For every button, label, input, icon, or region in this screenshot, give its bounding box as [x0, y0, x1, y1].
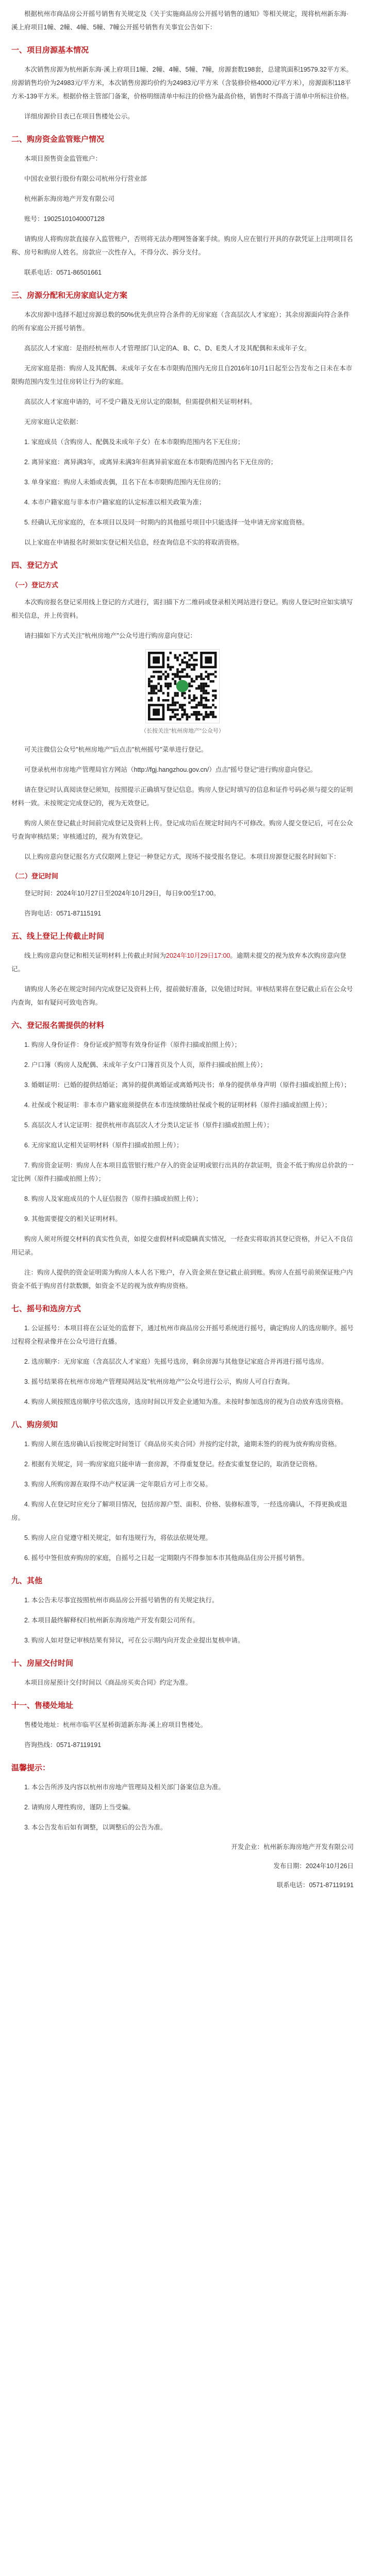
paragraph: 1. 购房人须在选房确认后按规定时间签订《商品房买卖合同》并按约定付款，逾期未签约的视为放弃购房资格。	[24, 1440, 341, 1448]
paragraph: 本次购房报名登记采用线上登记的方式进行，需扫描下方二维码或登录相关网站进行登记。购房人登记时应如实填写相关信息，并上传资料。	[11, 599, 353, 619]
signature-date: 发布日期：2024年10月26日	[273, 1862, 354, 1870]
paragraph: 3. 本公告发布后如有调整，以调整后的公告为准。	[24, 1824, 167, 1831]
paragraph: 5. 经确认无房家庭的，在本项目以及同一时期内的其他摇号项目中只能选择一处申请无房家庭资格。	[24, 519, 309, 526]
section-title: 七、摇号和选房方式	[11, 1304, 81, 1313]
paragraph: 2. 根据有关规定，同一购房家庭只能申请一套房源，不得重复登记。经查实重复登记的，取消登记资格。	[24, 1461, 322, 1468]
section-title: 十一、售楼处地址	[11, 1701, 74, 1710]
paragraph: 无房家庭认定依据：	[24, 418, 82, 426]
paragraph: 可登录杭州市房地产管理局官方网站（http://fgj.hangzhou.gov.cn/）点击"摇号登记"进行购房意向登记。	[24, 766, 317, 773]
closing-section	[11, 1761, 354, 1891]
paragraph: 2. 选房顺序：无房家庭（含高层次人才家庭）先摇号选房，剩余房源与其他登记家庭合并再进行摇号选房。	[24, 1358, 328, 1365]
paragraph: 请扫描如下方式关注"杭州房地产"公众号进行购房意向登记：	[24, 632, 196, 639]
qr-code-icon	[146, 650, 219, 723]
section-7	[11, 1302, 354, 1409]
paragraph: 售楼处地址：杭州市临平区星桥街道新东海·溪上府项目售楼处。	[24, 1721, 207, 1728]
section-title: 五、线上登记上传截止时间	[11, 932, 105, 941]
paragraph: 以上家庭在申请报名时须如实登记相关信息，经查询信息不实的将取消资格。	[24, 539, 244, 546]
paragraph: 本项目房屋预计交付时间以《商品房买卖合同》约定为准。	[24, 1679, 192, 1686]
hotline: 联系电话：0571-87119191	[276, 1882, 354, 1889]
paragraph: 高层次人才家庭申请的，可不受户籍及无房认定的限制，但需提供相关证明材料。	[24, 398, 257, 405]
section-8	[11, 1418, 354, 1565]
paragraph: 中国农业银行股份有限公司杭州分行营业部	[24, 175, 147, 182]
paragraph: 6. 无房家庭认定相关证明材料（原件扫描或拍照上传）；	[24, 1142, 183, 1149]
paragraph: 请购房人务必在规定时间内完成登记及资料上传，提前做好准备，以免错过时间。审核结果将在登记截止后在公众号内查询，如有疑问可致电咨询。	[11, 986, 353, 1006]
paragraph: 请在登记时认真阅读登记须知，按照提示正确填写登记信息。购房人登记时填写的信息和证件号码必须与提交的证明材料一致。未按规定完成登记的，视为无效登记。	[11, 786, 353, 807]
paragraph: 账号：19025101040007128	[24, 215, 105, 223]
paragraph: 2. 请购房人理性购房，谨防上当受骗。	[24, 1804, 135, 1811]
paragraph: 3. 购房人所购房源在取得不动产权证满一定年限后方可上市交易。	[24, 1481, 212, 1488]
section-2	[11, 132, 354, 279]
paragraph: 购房人须在登记截止时间前完成登记及资料上传。登记成功后在规定时间内不可修改。购房人提交登记后，可在公众号查询审核结果；审核通过的，视为有效登记。	[11, 820, 353, 840]
paragraph: 无房家庭是指：购房人及其配偶、未成年子女在本市限购范围内无房且自2016年10月1日起至公告发布之日未在本市限购范围内发生过住房转让行为的家庭。	[11, 365, 353, 385]
section-title: 二、购房资金监管账户情况	[11, 135, 105, 144]
section-title: 一、项目房源基本情况	[11, 46, 89, 55]
paragraph: 9. 其他需要提交的相关证明材料。	[24, 1215, 122, 1223]
section-title: 四、登记方式	[11, 561, 58, 570]
paragraph: 3. 婚姻证明：已婚的提供结婚证；离异的提供离婚证或离婚判决书；单身的提供单身声明（原件扫描或拍照上传）；	[24, 1081, 351, 1089]
deadline-paragraph: 线上购房意向登记和相关证明材料上传截止时间为2024年10月29日17:00。逾期未提交的视为放弃本次购房意向登记。	[11, 952, 346, 973]
paragraph: 1. 购房人身份证件：身份证或护照等有效身份证件（原件扫描或拍照上传）；	[24, 1041, 241, 1048]
paragraph: 3. 摇号结果将在杭州市房地产管理局网站及"杭州房地产"公众号进行公示，购房人可自行查询。	[24, 1378, 294, 1385]
paragraph: 5. 购房人应自觉遵守相关规定，如有违规行为，将依法依规处理。	[24, 1534, 212, 1541]
paragraph: 本次销售房源为杭州新东海·溪上府项目1幢、2幢、4幢、5幢、7幢，房源套数198套，总建筑面积19579.32平方米。房源销售均价为24983元/平方米，本次销售房源均价约为24983元/平方米（含装修价格4000元/平方米），房源面积118平方米-139平方米。根据价格主管部门备案，价格明细清单中标注的价格为最高价格，销售时不得高于清单中所标注价格。	[11, 66, 353, 100]
deadline-highlight: 2024年10月29日17:00	[166, 952, 230, 959]
section-1	[11, 43, 354, 123]
section-4	[11, 558, 354, 920]
section-title: 十、房屋交付时间	[11, 1659, 74, 1668]
section-title: 三、房源分配和无房家庭认定方案	[11, 291, 128, 300]
subsection-title: （一）登记方式	[11, 581, 59, 589]
paragraph: 咨询电话：0571-87115191	[24, 910, 102, 917]
paragraph: 2. 离异家庭：离异满3年，或离异未满3年但离异前家庭在本市限购范围内名下无住房的；	[24, 459, 277, 466]
paragraph: 5. 高层次人才认定证明：提供杭州市高层次人才分类认定证书（原件扫描或拍照上传）；	[24, 1122, 273, 1129]
section-6	[11, 1019, 354, 1293]
section-10	[11, 1656, 354, 1689]
paragraph: 3. 单身家庭：购房人未婚或丧偶，且名下在本市限购范围内无住房的；	[24, 479, 225, 486]
paragraph: 注：购房人提供的资金证明需为购房人本人名下账户，存入资金须在登记截止前到账。购房人在摇号前须保证账户内资金不低于购房首付款数额，如资金不足的视为放弃购房资格。	[11, 1269, 353, 1290]
section-11	[11, 1699, 354, 1752]
paragraph: 1. 本公告所涉及内容以杭州市房地产管理局及相关部门备案信息为准。	[24, 1784, 225, 1791]
paragraph: 以上购房意向登记报名方式仅限网上登记一种登记方式，现场不接受报名登记。本项目房源登记报名时间如下：	[24, 853, 340, 860]
paragraph: 6. 摇号中签但放弃购房的家庭，自摇号之日起一定期限内不得参加本市其他商品住房公开摇号销售。	[24, 1554, 309, 1562]
paragraph: 4. 购房人须按照选房顺序号依次选房，选房时间以开发企业通知为准。未按时参加选房的视为自动放弃选房资格。	[24, 1398, 347, 1405]
paragraph: 4. 本市户籍家庭与非本市户籍家庭的认定标准以相关政策为准；	[24, 499, 206, 506]
subsection-title: （二）登记时间	[11, 872, 59, 880]
section-title: 八、购房须知	[11, 1420, 58, 1429]
paragraph: 3. 购房人如对登记审核结果有异议，可在公示期内向开发企业提出复核申请。	[24, 1637, 244, 1644]
paragraph: 7. 购房资金证明：购房人在本项目监管银行账户存入的资金证明或银行出具的存款证明，资金不低于购房总价款的一定比例（原件扫描或拍照上传）；	[11, 1162, 354, 1182]
paragraph: 登记时间：2024年10月27日至2024年10月29日，每日9:00至17:00。	[24, 890, 220, 897]
paragraph: 1. 公证摇号：本项目将在公证处的监督下，通过杭州市商品房公开摇号系统进行摇号，确定购房人的选房顺序。摇号过程将全程录像并在公众号进行直播。	[11, 1325, 354, 1345]
paragraph: 1. 本公告未尽事宜按照杭州市商品房公开摇号销售的有关规定执行。	[24, 1597, 219, 1604]
paragraph: 详细房源价目表已在项目售楼处公示。	[24, 113, 134, 120]
paragraph: 咨询热线：0571-87119191	[24, 1741, 102, 1749]
paragraph: 8. 购房人及家庭成员的个人征信报告（原件扫描或拍照上传）；	[24, 1195, 203, 1202]
section-title: 九、其他	[11, 1577, 43, 1585]
paragraph: 可关注微信公众号"杭州房地产"后点击"杭州摇号"菜单进行登记。	[24, 746, 208, 753]
qr-caption: （长按关注"杭州房地产"公众号）	[141, 728, 224, 734]
paragraph: 联系电话：0571-86501661	[24, 269, 102, 276]
qr-code-block	[11, 649, 354, 735]
paragraph: 本项目预售资金监管账户：	[24, 155, 102, 162]
paragraph: 4. 社保或个税证明：非本市户籍家庭须提供在本市连续缴纳社保或个税的证明材料（原件扫描或拍照上传）；	[24, 1101, 331, 1109]
paragraph: 2. 户口簿（购房人及配偶、未成年子女户口簿首页及个人页，原件扫描或拍照上传）；	[24, 1061, 267, 1069]
paragraph: 2. 本项目最终解释权归杭州新东海房地产开发有限公司所有。	[24, 1617, 199, 1624]
section-5	[11, 929, 354, 1009]
section-3	[11, 289, 354, 549]
paragraph: 请购房人将购房款直接存入监管账户，否则将无法办理网签备案手续。购房人应在银行开具的存款凭证上注明项目名称、房号和购房人姓名。房款应一次性存入，不得分次、拆分支付。	[11, 235, 353, 256]
paragraph: 4. 购房人在登记时应充分了解项目情况，包括房源户型、面积、价格、装修标准等，一经选房确认，不得更换或退房。	[11, 1501, 347, 1521]
intro-paragraph: 根据杭州市商品房公开摇号销售有关规定及《关于实施商品房公开摇号销售的通知》等相关规定，现将杭州新东海·溪上府项目1幢、2幢、4幢、5幢、7幢公开摇号销售有关事宜公告如下：	[11, 10, 349, 31]
paragraph: 1. 家庭成员（含购房人、配偶及未成年子女）在本市限购范围内名下无住房；	[24, 438, 244, 446]
paragraph: 高层次人才家庭：是指经杭州市人才管理部门认定的A、B、C、D、E类人才及其配偶和未成年子女。	[24, 345, 311, 352]
section-title: 六、登记报名需提供的材料	[11, 1021, 105, 1030]
signature-org: 开发企业：杭州新东海房地产开发有限公司	[231, 1843, 354, 1851]
section-title: 温馨提示：	[11, 1764, 51, 1772]
paragraph: 本次房源中选择不超过房源总数的50%优先供应符合条件的无房家庭（含高层次人才家庭）；其余房源面向符合条件的所有家庭公开摇号销售。	[11, 311, 350, 332]
paragraph: 购房人须对所提交材料的真实性负责，如提交虚假材料或隐瞒真实情况，一经查实将取消其登记资格，并记入不良信用记录。	[11, 1235, 353, 1256]
intro-section	[11, 7, 354, 34]
qr-code-image[interactable]	[145, 649, 220, 723]
section-9	[11, 1574, 354, 1647]
paragraph: 杭州新东海房地产开发有限公司	[24, 195, 115, 202]
